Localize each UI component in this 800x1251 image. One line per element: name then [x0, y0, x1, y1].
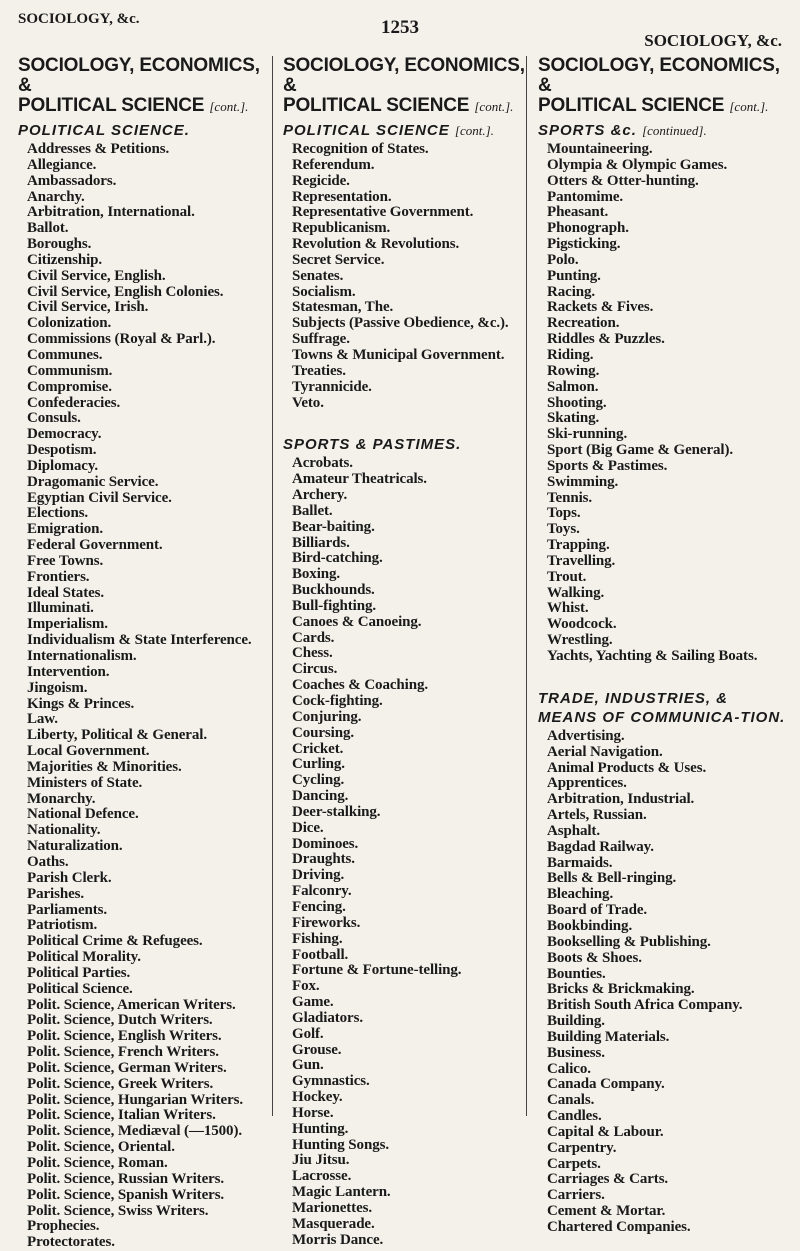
- index-entry: Otters & Otter-hunting.: [547, 172, 699, 189]
- index-entry: Polit. Science, Russian Writers.: [27, 1170, 225, 1187]
- index-entry: Political Crime & Refugees.: [27, 933, 203, 950]
- index-entry: Polit. Science, Italian Writers.: [27, 1107, 216, 1124]
- index-entry: Rowing.: [547, 362, 600, 379]
- index-entry: Walking.: [547, 584, 605, 601]
- index-entry: Building Materials.: [547, 1028, 670, 1045]
- index-entry: Draughts.: [292, 851, 355, 868]
- index-entry: Carpentry.: [547, 1139, 617, 1156]
- index-entry: Ballet.: [292, 502, 333, 519]
- index-entry: Toys.: [547, 521, 580, 538]
- index-entry: Kings & Princes.: [27, 695, 135, 712]
- index-entry: Fireworks.: [292, 914, 361, 931]
- index-entry: Individualism & State Interference.: [27, 632, 252, 649]
- index-entry: Imperialism.: [27, 616, 108, 633]
- index-entry: Woodcock.: [547, 616, 617, 633]
- index-entry: Elections.: [27, 505, 89, 522]
- index-entry: Cards.: [292, 629, 335, 646]
- index-entry: Riddles & Puzzles.: [547, 331, 665, 348]
- heading-line1: SOCIOLOGY, ECONOMICS, &: [283, 55, 525, 96]
- index-entry: Coaches & Coaching.: [292, 677, 429, 694]
- index-entry: Rackets & Fives.: [547, 299, 654, 316]
- index-entry: Carriages & Carts.: [547, 1171, 669, 1188]
- index-entry: Internationalism.: [27, 648, 137, 664]
- index-entry: Pheasant.: [547, 204, 609, 221]
- index-entry: Skating.: [547, 410, 600, 427]
- index-entry: Animal Products & Uses.: [547, 759, 707, 776]
- index-entry: Parishes.: [27, 885, 85, 902]
- column-heading: [283, 56, 531, 117]
- index-entry: Ministers of State.: [27, 774, 143, 791]
- index-entry: Civil Service, English.: [27, 267, 166, 284]
- index-entry: Apprentices.: [547, 775, 627, 792]
- index-entry: Civil Service, English Colonies.: [27, 283, 224, 300]
- index-entry: Gun.: [292, 1057, 324, 1074]
- index-entry: Punting.: [547, 267, 601, 284]
- index-entry: Representation.: [292, 188, 392, 205]
- running-head-right: SOCIOLOGY, &c.: [644, 31, 782, 50]
- index-entry: Jiu Jitsu.: [292, 1152, 350, 1169]
- heading-line1: SOCIOLOGY, ECONOMICS, &: [538, 55, 780, 96]
- index-entry: Cock-fighting.: [292, 693, 383, 709]
- index-entry: Dragomanic Service.: [27, 473, 159, 490]
- index-entry: Cricket.: [292, 740, 344, 757]
- index-entry: Amateur Theatricals.: [292, 471, 427, 488]
- index-entry: Game.: [292, 994, 334, 1011]
- index-entry: Political Science.: [27, 980, 133, 997]
- index-entry: Board of Trade.: [547, 902, 648, 919]
- column-3: [538, 56, 786, 1236]
- index-entry: Democracy.: [27, 426, 102, 443]
- column-1: [18, 56, 266, 1251]
- index-entry: Frontiers.: [27, 568, 90, 585]
- index-entry: Bells & Bell-ringing.: [547, 870, 677, 887]
- index-entry: Nationality.: [27, 822, 101, 839]
- index-entry: Wrestling.: [547, 632, 613, 649]
- index-entry: Building.: [547, 1013, 605, 1030]
- index-entry: Arbitration, International.: [27, 204, 195, 221]
- index-entry: Hunting Songs.: [292, 1136, 389, 1153]
- index-entry: Marionettes.: [292, 1200, 373, 1216]
- index-entry: Polit. Science, Oriental.: [27, 1139, 175, 1156]
- running-head: [0, 0, 800, 50]
- index-entry: Parliaments.: [27, 901, 108, 918]
- column-divider: [272, 56, 273, 1116]
- index-entry: Racing.: [547, 283, 596, 300]
- entry-list: [538, 142, 786, 665]
- index-entry: Representative Government.: [292, 204, 474, 221]
- entry-list: [283, 456, 531, 1248]
- index-entry: Polit. Science, French Writers.: [27, 1044, 219, 1061]
- index-entry: Communism.: [27, 362, 113, 379]
- heading-line2: POLITICAL SCIENCE: [538, 95, 725, 116]
- section-title: POLITICAL SCIENCE.: [18, 122, 190, 139]
- index-entry: Pantomime.: [547, 188, 624, 205]
- index-entry: Protectorates.: [27, 1234, 115, 1251]
- heading-cont: [cont.].: [209, 99, 249, 114]
- index-entry: Bird-catching.: [292, 550, 383, 567]
- index-entry: Polit. Science, Mediæval (—1500).: [27, 1123, 242, 1140]
- index-entry: Despotism.: [27, 442, 97, 459]
- index-entry: Majorities & Minorities.: [27, 758, 182, 775]
- index-entry: Bricks & Brickmaking.: [547, 981, 695, 998]
- heading-line2: POLITICAL SCIENCE: [283, 95, 470, 116]
- entry-list: [538, 729, 786, 1236]
- index-entry: Local Government.: [27, 743, 150, 760]
- index-entry: Polit. Science, Hungarian Writers.: [27, 1091, 244, 1108]
- index-entry: Capital & Labour.: [547, 1123, 664, 1140]
- index-entry: Shooting.: [547, 394, 607, 411]
- index-entry: Confederacies.: [27, 394, 121, 411]
- index-entry: Cycling.: [292, 772, 345, 789]
- index-entry: Deer-stalking.: [292, 803, 381, 820]
- index-entry: Polit. Science, English Writers.: [27, 1028, 222, 1045]
- index-entry: Recognition of States.: [292, 141, 429, 157]
- index-entry: Referendum.: [292, 156, 375, 173]
- index-entry: Recreation.: [547, 315, 620, 332]
- running-head-left: SOCIOLOGY, &c.: [18, 11, 140, 27]
- index-entry: Trapping.: [547, 537, 610, 554]
- index-entry: Grouse.: [292, 1041, 342, 1058]
- index-entry: Cement & Mortar.: [547, 1203, 666, 1220]
- index-entry: Regicide.: [292, 172, 350, 189]
- index-entry: Carpets.: [547, 1155, 601, 1172]
- index-entry: Veto.: [292, 394, 324, 411]
- index-entry: British South Africa Company.: [547, 997, 743, 1014]
- index-entry: Driving.: [292, 867, 345, 884]
- index-entry: Boroughs.: [27, 236, 92, 253]
- index-entry: Emigration.: [27, 521, 103, 538]
- index-entry: Tyrannicide.: [292, 378, 372, 395]
- index-entry: Republicanism.: [292, 220, 391, 237]
- index-entry: Chess.: [292, 645, 333, 662]
- section-title: SPORTS & PASTIMES.: [283, 436, 462, 454]
- index-entry: Secret Service.: [292, 251, 385, 268]
- index-entry: Diplomacy.: [27, 457, 99, 474]
- index-entry: Federal Government.: [27, 537, 163, 554]
- index-entry: Calico.: [547, 1060, 591, 1077]
- index-entry: Polit. Science, Roman.: [27, 1155, 168, 1171]
- index-entry: Salmon.: [547, 378, 599, 395]
- index-entry: Polit. Science, American Writers.: [27, 996, 236, 1013]
- index-entry: Prophecies.: [27, 1218, 100, 1235]
- index-entry: Mountaineering.: [547, 141, 653, 157]
- index-entry: Citizenship.: [27, 251, 103, 268]
- index-entry: Bleaching.: [547, 886, 614, 903]
- index-entry: Candles.: [547, 1108, 602, 1125]
- heading-cont: [cont.].: [729, 99, 769, 114]
- index-entry: Colonization.: [27, 315, 112, 332]
- index-entry: Gladiators.: [292, 1009, 363, 1026]
- index-entry: Bull-fighting.: [292, 597, 377, 614]
- index-entry: Chartered Companies.: [547, 1219, 691, 1235]
- index-entry: Falconry.: [292, 883, 352, 900]
- index-entry: Intervention.: [27, 663, 110, 680]
- index-entry: Buckhounds.: [292, 582, 375, 599]
- index-entry: Aerial Navigation.: [547, 743, 663, 760]
- index-entry: Canoes & Canoeing.: [292, 613, 422, 630]
- index-entry: Compromise.: [27, 378, 112, 395]
- index-entry: Fishing.: [292, 930, 343, 947]
- index-entry: Football.: [292, 946, 349, 963]
- section-title: POLITICAL SCIENCE [cont.].: [283, 122, 494, 139]
- index-entry: Political Parties.: [27, 964, 131, 981]
- index-entry: Circus.: [292, 661, 338, 678]
- index-entry: Illuminati.: [27, 600, 94, 617]
- section-cont: [continued].: [642, 123, 707, 138]
- index-entry: Tops.: [547, 505, 581, 522]
- index-entry: Advertising.: [547, 727, 625, 744]
- index-entry: Conjuring.: [292, 708, 362, 725]
- index-entry: Arbitration, Industrial.: [547, 791, 695, 808]
- index-entry: Revolution & Revolutions.: [292, 236, 460, 253]
- section-cont: [cont.].: [454, 123, 494, 138]
- index-entry: Bear-baiting.: [292, 518, 375, 535]
- index-entry: Yachts, Yachting & Sailing Boats.: [547, 648, 758, 664]
- page-number: 1253: [381, 17, 419, 38]
- index-entry: Carriers.: [547, 1187, 605, 1204]
- index-entry: Consuls.: [27, 410, 81, 427]
- index-entry: Sport (Big Game & General).: [547, 442, 734, 459]
- heading-line1: SOCIOLOGY, ECONOMICS, &: [18, 55, 260, 96]
- index-entry: Canada Company.: [547, 1076, 665, 1093]
- index-entry: Political Morality.: [27, 949, 141, 966]
- index-entry: Hunting.: [292, 1120, 349, 1137]
- index-entry: Sports & Pastimes.: [547, 457, 668, 474]
- index-entry: Addresses & Petitions.: [27, 141, 170, 157]
- index-entry: Fencing.: [292, 898, 346, 915]
- index-entry: Boxing.: [292, 566, 341, 583]
- index-entry: National Defence.: [27, 806, 139, 823]
- index-entry: Parish Clerk.: [27, 869, 112, 886]
- index-entry: Whist.: [547, 600, 589, 617]
- index-entry: Subjects (Passive Obedience, &c.).: [292, 315, 509, 332]
- index-entry: Bookbinding.: [547, 917, 633, 934]
- index-entry: Coursing.: [292, 724, 355, 741]
- index-entry: Polit. Science, Greek Writers.: [27, 1075, 214, 1092]
- index-entry: Business.: [547, 1044, 605, 1061]
- index-entry: Boots & Shoes.: [547, 949, 642, 966]
- index-entry: Suffrage.: [292, 331, 350, 348]
- index-entry: Patriotism.: [27, 917, 98, 934]
- index-entry: Commissions (Royal & Parl.).: [27, 331, 216, 348]
- index-entry: Barmaids.: [547, 854, 613, 871]
- index-entry: Billiards.: [292, 534, 350, 551]
- index-entry: Asphalt.: [547, 822, 600, 839]
- column-heading: [18, 56, 266, 117]
- index-entry: Dominoes.: [292, 835, 359, 852]
- index-entry: Ideal States.: [27, 584, 105, 601]
- index-entry: Oaths.: [27, 853, 69, 870]
- index-entry: Artels, Russian.: [547, 807, 647, 824]
- index-entry: Fox.: [292, 978, 320, 995]
- entry-list: [283, 142, 531, 411]
- index-entry: Travelling.: [547, 552, 616, 569]
- index-entry: Curling.: [292, 756, 345, 773]
- index-entry: Lacrosse.: [292, 1168, 352, 1185]
- index-entry: Treaties.: [292, 362, 346, 379]
- index-entry: Communes.: [27, 346, 103, 363]
- section-title: TRADE, INDUSTRIES, & MEANS OF COMMUNICA-TION.: [538, 689, 786, 726]
- index-entry: Riding.: [547, 346, 594, 363]
- index-entry: Phonograph.: [547, 220, 629, 237]
- column-2: [283, 56, 531, 1249]
- index-entry: Statesman, The.: [292, 299, 394, 316]
- index-entry: Archery.: [292, 487, 348, 504]
- index-entry: Liberty, Political & General.: [27, 727, 207, 744]
- index-entry: Dancing.: [292, 788, 349, 805]
- index-entry: Naturalization.: [27, 838, 123, 855]
- index-entry: Fortune & Fortune-telling.: [292, 962, 462, 979]
- index-entry: Bagdad Railway.: [547, 838, 654, 855]
- index-entry: Gymnastics.: [292, 1073, 370, 1090]
- index-entry: Polit. Science, Spanish Writers.: [27, 1186, 225, 1203]
- index-entry: Pigsticking.: [547, 236, 621, 253]
- index-entry: Civil Service, Irish.: [27, 299, 149, 316]
- index-entry: Masquerade.: [292, 1215, 375, 1232]
- column-heading: [538, 56, 786, 117]
- index-entry: Dice.: [292, 819, 324, 836]
- index-entry: Jingoism.: [27, 679, 88, 696]
- section-title: SPORTS &c. [continued].: [538, 122, 707, 139]
- index-entry: Senates.: [292, 267, 344, 284]
- index-entry: Golf.: [292, 1025, 324, 1042]
- entry-list: [18, 142, 266, 1251]
- index-entry: Bounties.: [547, 965, 606, 982]
- index-entry: Ballot.: [27, 220, 69, 237]
- index-entry: Monarchy.: [27, 790, 96, 807]
- index-entry: Hockey.: [292, 1089, 343, 1106]
- index-entry: Anarchy.: [27, 188, 85, 205]
- index-entry: Magic Lantern.: [292, 1184, 391, 1201]
- index-entry: Polit. Science, Swiss Writers.: [27, 1202, 209, 1219]
- index-entry: Ambassadors.: [27, 172, 117, 189]
- index-entry: Polit. Science, German Writers.: [27, 1059, 227, 1076]
- index-entry: Canals.: [547, 1092, 595, 1109]
- index-entry: Law.: [27, 711, 58, 728]
- index-entry: Horse.: [292, 1104, 334, 1121]
- heading-cont: [cont.].: [474, 99, 514, 114]
- index-entry: Morris Dance.: [292, 1231, 384, 1248]
- index-entry: Tennis.: [547, 489, 593, 506]
- index-entry: Bookselling & Publishing.: [547, 933, 711, 950]
- index-entry: Polo.: [547, 251, 579, 268]
- index-entry: Olympia & Olympic Games.: [547, 156, 728, 173]
- index-entry: Polit. Science, Dutch Writers.: [27, 1012, 213, 1029]
- index-entry: Ski-running.: [547, 426, 628, 443]
- index-entry: Acrobats.: [292, 455, 353, 472]
- index-entry: Trout.: [547, 568, 587, 585]
- index-entry: Towns & Municipal Government.: [292, 346, 505, 363]
- index-entry: Swimming.: [547, 473, 619, 490]
- index-entry: Allegiance.: [27, 156, 97, 173]
- heading-line2: POLITICAL SCIENCE: [18, 95, 205, 116]
- index-entry: Egyptian Civil Service.: [27, 489, 172, 506]
- index-entry: Free Towns.: [27, 552, 104, 569]
- index-entry: Socialism.: [292, 283, 356, 300]
